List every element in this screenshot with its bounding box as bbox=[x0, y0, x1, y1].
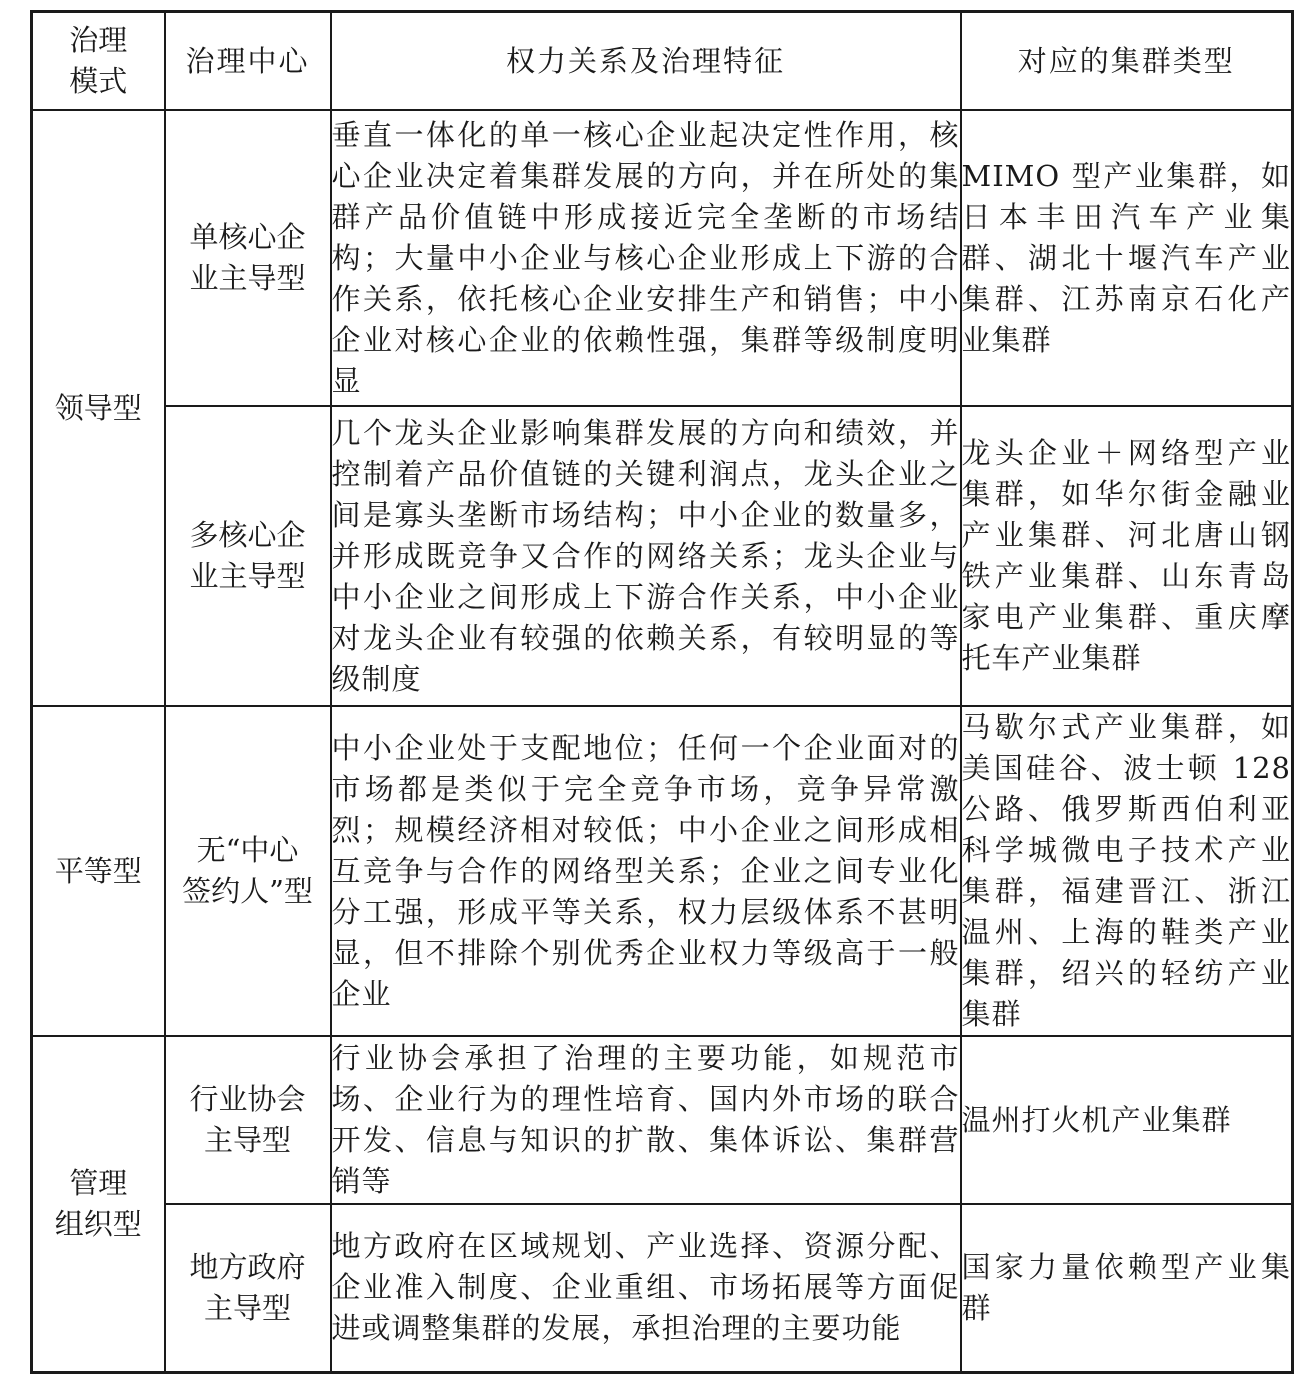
mode-cell-leader: 领导型 bbox=[32, 110, 165, 706]
center-line2: 业主导型 bbox=[189, 261, 306, 295]
types-cell: 龙头企业＋网络型产业集群，如华尔街金融业产业集群、河北唐山钢铁产业集群、山东青岛家电产业集群、重庆摩托车产业集群 bbox=[961, 406, 1293, 706]
mode-cell-equal: 平等型 bbox=[32, 706, 165, 1036]
header-row bbox=[32, 12, 1293, 111]
header-mode bbox=[32, 12, 165, 111]
center-line1: 单核心企 bbox=[189, 220, 306, 254]
center-line2: 主导型 bbox=[203, 1123, 291, 1157]
table-row bbox=[32, 706, 1293, 1036]
table-row bbox=[32, 110, 1293, 406]
center-line2: 业主导型 bbox=[189, 559, 306, 593]
center-line1: 行业协会 bbox=[189, 1082, 306, 1116]
center-line1: 多核心企 bbox=[189, 518, 306, 552]
types-cell: MIMO 型产业集群，如日本丰田汽车产业集群、湖北十堰汽车产业集群、江苏南京石化产业集群 bbox=[961, 110, 1293, 406]
mode-cell-management bbox=[32, 1036, 165, 1372]
features-cell: 地方政府在区域规划、产业选择、资源分配、企业准入制度、企业重组、市场拓展等方面促进或调整集群的发展，承担治理的主要功能 bbox=[331, 1204, 961, 1372]
center-line2: 签约人”型 bbox=[182, 874, 313, 908]
table-row bbox=[32, 1204, 1293, 1372]
governance-table bbox=[30, 10, 1294, 1374]
center-cell bbox=[165, 706, 331, 1036]
features-cell: 中小企业处于支配地位；任何一个企业面对的市场都是类似于完全竞争市场，竞争异常激烈；规模经济相对较低；中小企业之间形成相互竞争与合作的网络型关系；企业之间专业化分工强，形成平等关系，权力层级体系不甚明显，但不排除个别优秀企业权力等级高于一般企业 bbox=[331, 706, 961, 1036]
center-cell bbox=[165, 406, 331, 706]
center-line2: 主导型 bbox=[203, 1290, 291, 1325]
header-features: 权力关系及治理特征 bbox=[331, 12, 961, 111]
features-cell: 行业协会承担了治理的主要功能，如规范市场、企业行为的理性培育、国内外市场的联合开发、信息与知识的扩散、集体诉讼、集群营销等 bbox=[331, 1036, 961, 1204]
header-types: 对应的集群类型 bbox=[961, 12, 1293, 111]
center-cell bbox=[165, 1204, 331, 1372]
center-line1: 无“中心 bbox=[196, 833, 299, 867]
types-cell: 马歇尔式产业集群，如美国硅谷、波士顿 128 公路、俄罗斯西伯利亚科学城微电子技术产业集群，福建晋江、浙江温州、上海的鞋类产业集群，绍兴的轻纺产业集群 bbox=[961, 706, 1293, 1036]
center-cell bbox=[165, 1036, 331, 1204]
header-center: 治理中心 bbox=[165, 12, 331, 111]
mode-line2: 组织型 bbox=[54, 1206, 142, 1241]
types-cell: 温州打火机产业集群 bbox=[961, 1036, 1293, 1204]
features-cell: 垂直一体化的单一核心企业起决定性作用，核心企业决定着集群发展的方向，并在所处的集群产品价值链中形成接近完全垄断的市场结构；大量中小企业与核心企业形成上下游的合作关系，依托核心企业安排生产和销售；中小企业对核心企业的依赖性强，集群等级制度明显 bbox=[331, 110, 961, 406]
center-line1: 地方政府 bbox=[189, 1249, 306, 1284]
header-mode-line1: 治理 bbox=[69, 23, 128, 57]
center-cell bbox=[165, 110, 331, 406]
mode-line1: 管理 bbox=[69, 1165, 128, 1200]
features-cell: 几个龙头企业影响集群发展的方向和绩效，并控制着产品价值链的关键利润点，龙头企业之间是寡头垄断市场结构；中小企业的数量多，并形成既竞争又合作的网络关系；龙头企业与中小企业之间形成上下游合作关系，中小企业对龙头企业有较强的依赖关系，有较明显的等级制度 bbox=[331, 406, 961, 706]
header-mode-line2: 模式 bbox=[69, 64, 128, 98]
types-cell: 国家力量依赖型产业集群 bbox=[961, 1204, 1293, 1372]
table-row bbox=[32, 406, 1293, 706]
table-row bbox=[32, 1036, 1293, 1204]
